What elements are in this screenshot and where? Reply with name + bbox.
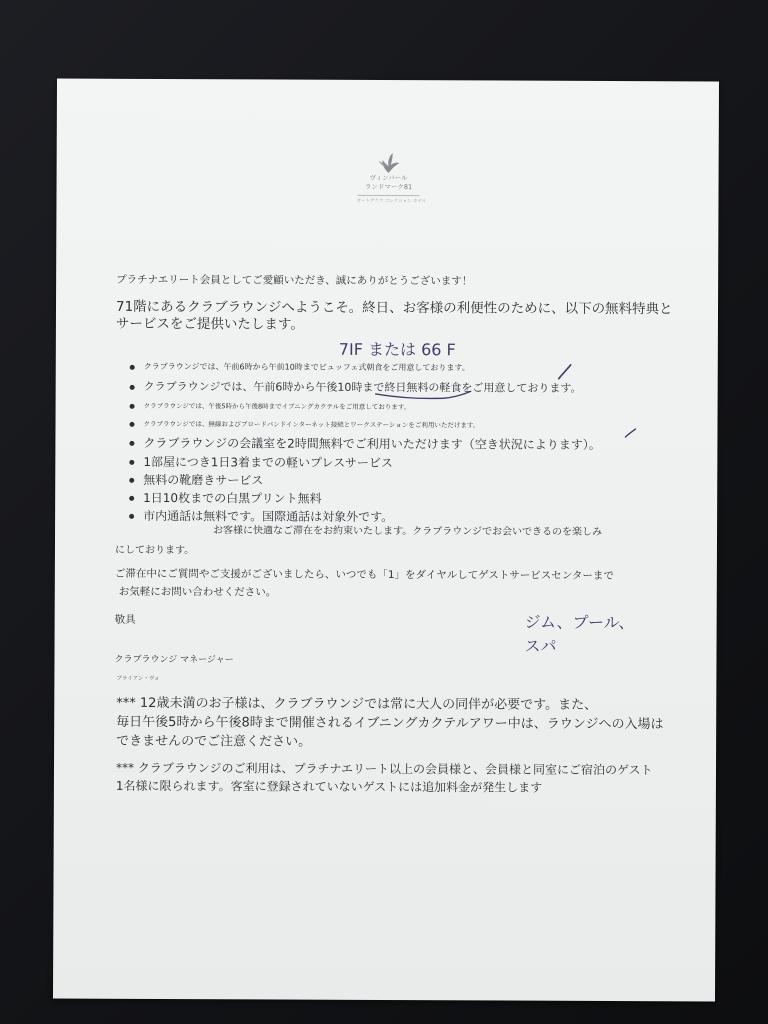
benefit-meeting-room: クラブラウンジの会議室を2時間無料でご利用いただけます（空き状況によります）。: [143, 433, 600, 455]
benefit-shoeshine: 無料の靴磨きサービス: [143, 471, 600, 491]
greeting: プラチナエリート会員としてご愛顧いただき、誠にありがとうございます！: [116, 273, 473, 288]
handwritten-facilities-line-2: スパ: [524, 636, 557, 656]
closing-line-2: にしております。: [114, 544, 195, 557]
logo-divider: [358, 195, 420, 196]
signature-name: ブライアン・ヴォ: [116, 675, 160, 683]
handwritten-facilities-note: [524, 611, 634, 659]
underline-mark: [374, 388, 474, 402]
benefit-calls: 市内通話は無料です。国際通話は対象外です。: [143, 507, 600, 527]
check-mark-icon: [623, 427, 637, 439]
check-mark-icon: [556, 363, 574, 381]
hotel-name-line1: ヴィンパール: [369, 173, 408, 183]
benefit-pressing: 1部屋につき1日3着までの軽いプレスサービス: [143, 453, 600, 473]
note2-line-1: *** クラブラウンジのご利用は、プラチナエリート以上の会員様と、会員様と同室にご宿泊のゲスト: [115, 760, 653, 778]
note1-line-1: *** 12歳未満のお子様は、クラブラウンジでは常に大人の同伴が必要です。また、: [116, 695, 598, 713]
closing-line-1: お客様に快適なご滞在をお約束いたします。クラブラウンジでお会いできるのを楽しみ: [213, 525, 603, 538]
children-policy-note: [116, 694, 664, 753]
welcome-line-1: 71階にあるクラブラウンジへようこそ。終日、お客様の利便性のために、以下の無料特典と: [115, 298, 673, 318]
benefit-snacks: クラブラウンジでは、午前6時から午後10時まで終日無料の軽食をご用意しております。: [144, 377, 601, 399]
regards: 敬具: [114, 613, 136, 626]
handwritten-floor-note: 7IF または 66 F: [338, 339, 456, 360]
note1-line-3: できませんのでご注意ください。: [116, 733, 312, 750]
hotel-logo: [356, 152, 427, 205]
welcome-line-2: サービスをご提供いたします。: [115, 315, 304, 333]
signature-title: クラブラウンジ マネージャー: [114, 654, 234, 666]
letter-paper: [53, 79, 719, 1002]
hotel-collection-label: オートグラフ コレクション ホテル: [356, 198, 427, 205]
contact-line-2: お気軽にお問い合わせください。: [118, 585, 277, 599]
note2-line-2: 1名様に限られます。客室に登録されていないゲストには追加料金が発生します: [115, 778, 543, 795]
bird-crest-icon: [376, 152, 402, 174]
hotel-name-line2: ランドマーク81: [364, 182, 413, 192]
note1-line-2: 毎日午後5時から午後8時まで開催されるイブニングカクテルアワー中は、ラウンジへの入場は: [116, 714, 664, 733]
benefit-breakfast: クラブラウンジでは、午前6時から午前10時までビュッフェ式朝食をご用意しております。: [144, 357, 601, 379]
handwritten-facilities-line-1: ジム、プール、: [524, 612, 635, 633]
benefit-printing: 1日10枚までの白黒プリント無料: [143, 489, 600, 509]
contact-line-1: ご滞在中にご質問やご支援がございましたら、いつでも「1」をダイヤルしてゲストサービスセンターまで: [114, 567, 614, 582]
benefit-cocktails: クラブラウンジでは、午後5時から午後8時までイブニングカクテルをご用意しております。: [144, 397, 601, 417]
welcome-paragraph: [116, 299, 673, 335]
benefit-internet: クラブラウンジでは、無線およびブロードバンドインターネット接続とワークステーションをご利用いただけます。: [143, 415, 600, 435]
benefits-list: [143, 357, 601, 527]
access-policy-note: [116, 759, 653, 797]
